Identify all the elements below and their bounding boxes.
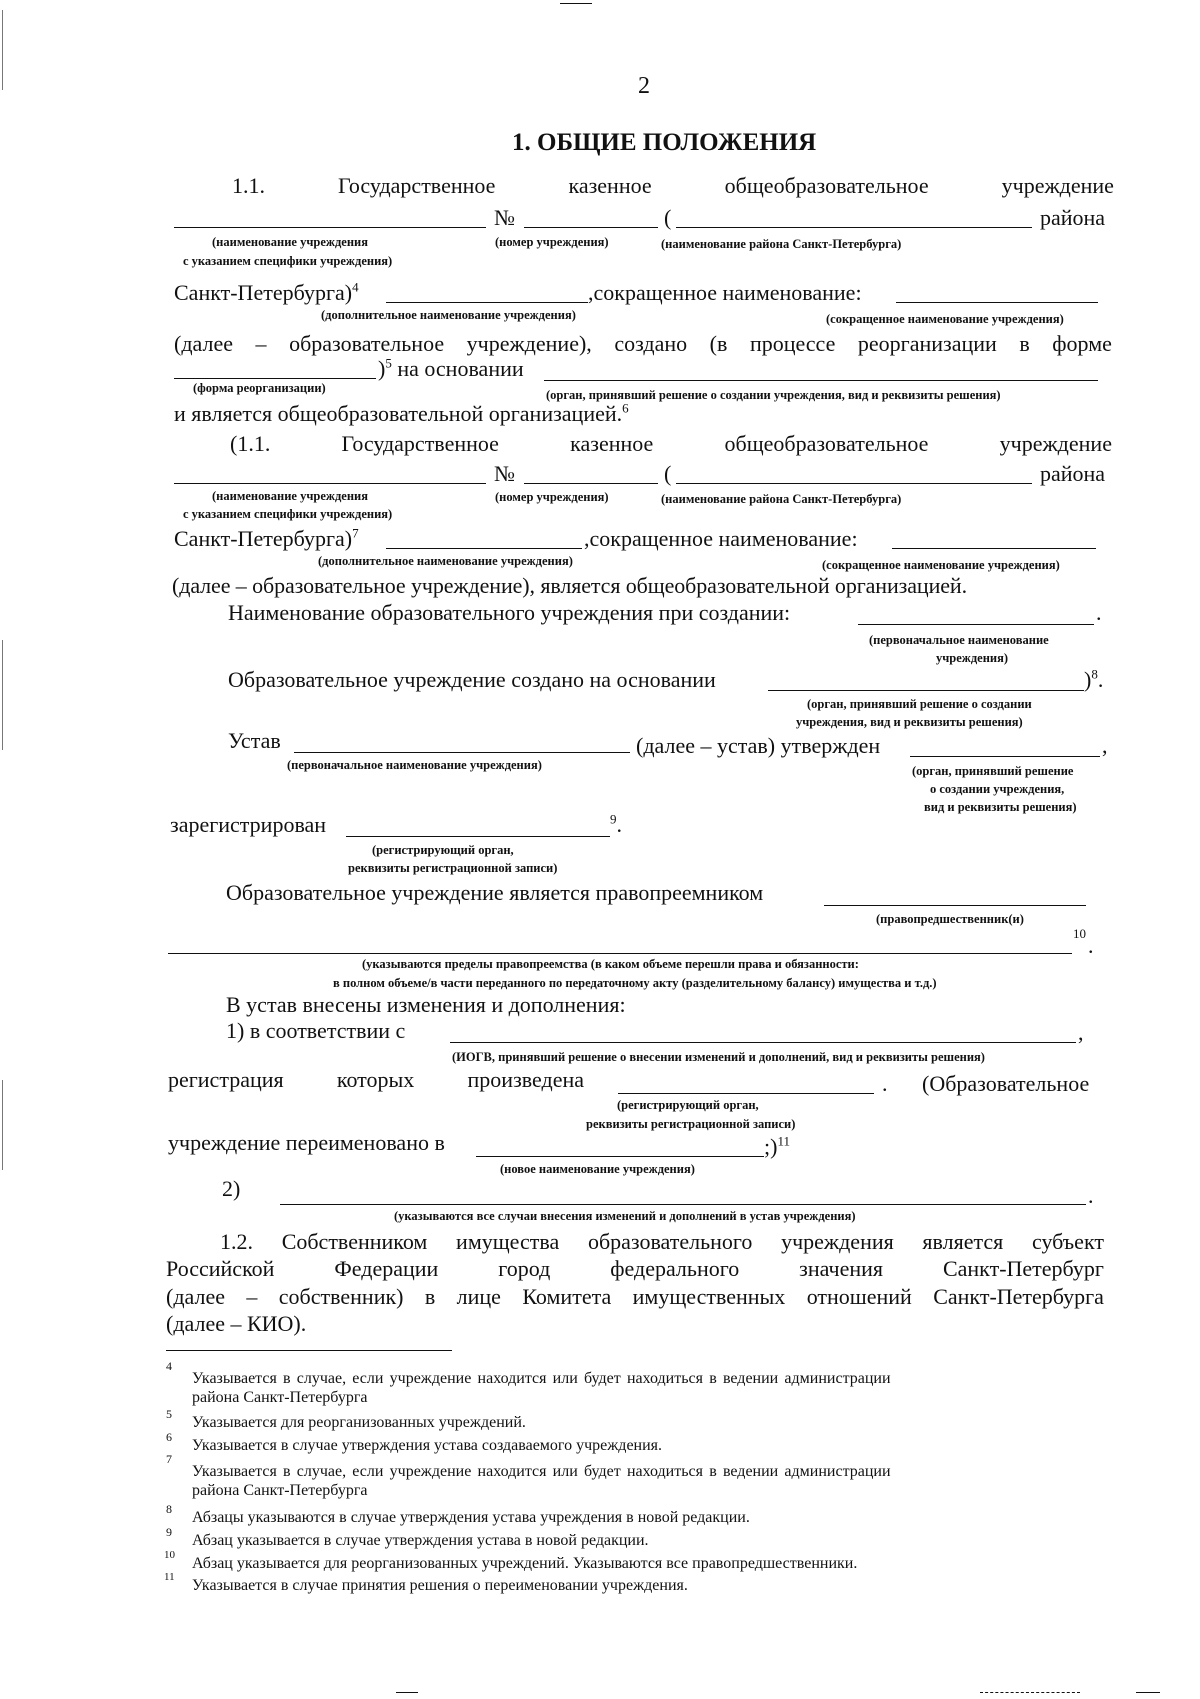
caption-initial-name: (первоначальное наименование (869, 633, 1049, 647)
p1b-row1 (230, 431, 1112, 457)
footnote-text: Указывается в случае принятия решения о переименовании учреждения. (192, 1577, 688, 1594)
caption-registered: (регистрирующий орган, (372, 843, 514, 857)
charter-middle: (далее – устав) утвержден (636, 733, 881, 758)
dot: . (616, 812, 622, 837)
scan-bottom-mark (1136, 1692, 1160, 1693)
spb-text: Санкт-Петербурга) (174, 280, 353, 305)
footnote-text: Абзацы указываются в случае утверждения устава учреждения в новой редакции. (192, 1509, 750, 1526)
footnote-ref: 8 (1091, 666, 1098, 682)
caption-institution-number: (номер учреждения) (495, 235, 609, 249)
reg-word: регистрация (168, 1067, 284, 1092)
p1-word: форме (1052, 331, 1112, 356)
p12-word: значения (799, 1256, 883, 1281)
on-basis-line (378, 356, 524, 382)
caption-short-name: (сокращенное наименование учреждения) (826, 312, 1064, 326)
p12-word: имущественных (632, 1284, 786, 1309)
p12-word: лице (456, 1284, 501, 1309)
caption-successor: (правопредшественник(и) (876, 912, 1024, 926)
p12-word: субъект (1031, 1229, 1104, 1254)
is-organization-text: и является общеобразовательной организацией. (174, 401, 623, 426)
footnote-number: 8 (166, 1502, 172, 1516)
p12-word: собственник) (278, 1284, 404, 1309)
p12-word: Собственником (281, 1229, 428, 1254)
blank-district-name (676, 483, 1032, 484)
registered-label: зарегистрирован (170, 812, 327, 837)
p1b-word: Государственное (341, 431, 499, 456)
is-organization-line (174, 401, 629, 427)
p1b-word: (1.1. (230, 431, 271, 456)
p12-word: Санкт-Петербург (942, 1256, 1104, 1281)
p12-word: Санкт-Петербурга (933, 1284, 1104, 1309)
caption-registered-2: реквизиты регистрационной записи) (348, 861, 558, 875)
caption-new-name: (новое наименование учреждения) (500, 1162, 695, 1176)
registered-end (610, 812, 622, 838)
initial-name-label: Наименование образовательного учреждения при создании: (228, 600, 791, 625)
blank-new-name (476, 1156, 764, 1157)
p12-word: в (424, 1284, 436, 1309)
number-sign: № (494, 205, 515, 230)
blank-all-amendments (280, 1204, 1086, 1205)
paren-close: ) (378, 356, 386, 381)
p12-word: Федерации (334, 1256, 439, 1281)
footnote-number: 6 (166, 1430, 172, 1444)
p12-line4: (далее – КИО). (166, 1311, 307, 1336)
footnote-ref: 5 (385, 355, 392, 371)
p1-word: создано (614, 331, 688, 356)
p12-line3 (166, 1284, 1104, 1310)
short-name-label: ,сокращенное наименование: (584, 526, 858, 551)
footnote-separator (166, 1350, 452, 1351)
initial-name-dot: . (1096, 600, 1102, 625)
caption-additional-name: (дополнительное наименование учреждения) (321, 308, 576, 322)
renamed-label: учреждение переименовано в (168, 1130, 445, 1155)
renamed-end (764, 1134, 790, 1160)
footnote-number: 5 (166, 1407, 172, 1421)
caption-charter-organ-3: вид и реквизиты решения) (924, 800, 1077, 814)
scan-top-mark (560, 3, 592, 4)
footnote-ref: 6 (622, 400, 629, 416)
reg-word: произведена (467, 1067, 584, 1092)
caption-institution-name: (наименование учреждения (212, 489, 368, 503)
p1-word: учреждение), (466, 331, 592, 356)
caption-district-name: (наименование района Санкт-Петербурга) (661, 492, 902, 506)
blank-created-basis (768, 690, 1084, 691)
footnote-ref: 4 (352, 279, 359, 295)
p1-word: (далее (174, 331, 233, 356)
district-word: района (1040, 205, 1106, 230)
blank-successor (824, 905, 1086, 906)
p12-word: федерального (610, 1256, 740, 1281)
number-sign: № (494, 461, 515, 486)
p1b-word: казенное (570, 431, 654, 456)
footnote-text: Абзац указывается для реорганизованных учреждений. Указываются все правопредшественники. (192, 1555, 858, 1572)
scan-edge-mark (2, 10, 3, 90)
p12-word: имущества (456, 1229, 560, 1254)
p1b-word: учреждение (999, 431, 1112, 456)
charter-comma: , (1102, 733, 1108, 758)
caption-created-basis-2: учреждения, вид и реквизиты решения) (796, 715, 1023, 729)
blank-institution-name (174, 227, 486, 228)
caption-institution-specifics: с указанием специфики учреждения) (183, 254, 393, 268)
p1-word: 1.1. (232, 173, 265, 198)
caption-registration-2: реквизиты регистрационной записи) (586, 1117, 796, 1131)
created-basis-label: Образовательное учреждение создано на основании (228, 667, 716, 692)
p12-word: Российской (166, 1256, 275, 1281)
p12-word: отношений (806, 1284, 912, 1309)
blank-registration (618, 1093, 874, 1094)
blank-additional-name (386, 302, 588, 303)
p12-word: Комитета (522, 1284, 612, 1309)
paren-open: ( (664, 205, 672, 230)
p1-row4 (174, 331, 1112, 357)
footnote-text: Указывается в случае утверждения устава создаваемого учреждения. (192, 1437, 663, 1454)
footnote-ref: 9 (610, 811, 617, 827)
footnote-text-2: района Санкт-Петербурга (192, 1389, 368, 1406)
caption-succession-limits: (указываются пределы правопреемства (в каком объеме перешли права и обязанности: (362, 957, 859, 971)
created-basis-end (1084, 667, 1103, 693)
footnote-text (192, 1369, 1104, 1388)
spb-line (174, 526, 359, 552)
p12-word: образовательного (587, 1229, 753, 1254)
p12-word: город (498, 1256, 551, 1281)
page-number: 2 (638, 73, 650, 99)
p1-row1 (232, 173, 1114, 199)
spb-text: Санкт-Петербурга) (174, 526, 353, 551)
p1-word: – (255, 331, 267, 356)
p12-word: учреждения (781, 1229, 894, 1254)
caption-short-name: (сокращенное наименование учреждения) (822, 558, 1060, 572)
amendment-item-1: 1) в соответствии с (226, 1018, 406, 1043)
caption-charter-organ: (орган, принявший решение (912, 764, 1074, 778)
blank-organ-decision (544, 380, 1098, 381)
p12-word: 1.2. (220, 1229, 253, 1254)
registration-row (168, 1067, 584, 1093)
p12-word: является (922, 1229, 1004, 1254)
blank-institution-number (524, 483, 658, 484)
blank-initial-name (858, 624, 1094, 625)
blank-registered (346, 836, 610, 837)
p1-word: образовательное (289, 331, 445, 356)
blank-charter-organ (910, 756, 1100, 757)
p1-word: Государственное (338, 173, 496, 198)
footnote-number: 11 (164, 1571, 175, 1583)
p1-word: процессе (749, 331, 836, 356)
paren-open: ( (664, 461, 672, 486)
blank-additional-name (386, 548, 582, 549)
registration-dot: . (882, 1071, 888, 1096)
p12-line2 (166, 1256, 1104, 1282)
further-text: (далее – образовательное учреждение), является общеобразовательной организацией. (172, 573, 967, 598)
caption-additional-name: (дополнительное наименование учреждения) (318, 554, 573, 568)
footnote-text-2: района Санкт-Петербурга (192, 1482, 368, 1499)
caption-institution-specifics: с указанием специфики учреждения) (183, 507, 393, 521)
p1-word: (в (709, 331, 728, 356)
p12-word: – (246, 1284, 258, 1309)
blank-charter-initial-name (294, 752, 630, 753)
p12-word: (далее (166, 1284, 225, 1309)
successor-footnote-ref: 10 (1073, 926, 1086, 941)
registration-tail: (Образовательное (922, 1071, 1090, 1096)
footnote-ref: 7 (352, 525, 359, 541)
footnote-text: Указывается для реорганизованных учреждений. (192, 1414, 526, 1431)
amendments-label: В устав внесены изменения и дополнения: (226, 992, 626, 1017)
reg-word: которых (336, 1067, 415, 1092)
dot: . (1097, 667, 1104, 692)
p1-word: казенное (568, 173, 652, 198)
footnote-number: 7 (166, 1452, 172, 1466)
scan-bottom-mark (396, 1692, 418, 1693)
short-name-label: ,сокращенное наименование: (588, 280, 862, 305)
district-word: района (1040, 461, 1106, 486)
caption-reorg-form: (форма реорганизации) (193, 381, 326, 395)
successor-dot: . (1088, 933, 1094, 958)
section-title: 1. ОБЩИЕ ПОЛОЖЕНИЯ (512, 129, 817, 156)
blank-institution-number (524, 227, 658, 228)
caption-initial-name-2: учреждения) (936, 651, 1009, 665)
footnote-text: Указывается в случае, если учреждение находится или будет находиться в ведении администрации (192, 1463, 891, 1480)
footnote-text: Абзац указывается в случае утверждения устава в новой редакции. (192, 1532, 649, 1549)
footnote-number: 9 (166, 1525, 172, 1539)
p1-word: реорганизации (857, 331, 997, 356)
paren-close: ) (1084, 667, 1092, 692)
blank-district-name (676, 227, 1032, 228)
footnote-ref: 11 (777, 1133, 790, 1149)
caption-charter-organ-2: о создании учреждения, (930, 782, 1065, 796)
amendment-item-2: 2) (222, 1176, 241, 1201)
caption-registration: (регистрирующий орган, (617, 1098, 759, 1112)
successor-label: Образовательное учреждение является правопреемником (226, 880, 764, 905)
semicolon-paren: ;) (764, 1134, 778, 1159)
charter-label: Устав (228, 728, 281, 753)
p1-word: общеобразовательное (724, 173, 929, 198)
caption-institution-name: (наименование учреждения (212, 235, 368, 249)
scan-edge-mark (2, 640, 3, 750)
caption-institution-number: (номер учреждения) (495, 490, 609, 504)
blank-reorg-form (174, 378, 376, 379)
p1b-word: общеобразовательное (724, 431, 929, 456)
caption-succession-limits-2: в полном объеме/в части переданного по передаточному акту (разделительному балансу) имущества и т.д.) (333, 976, 937, 990)
spb-line (174, 280, 359, 306)
p1-word: в (1019, 331, 1030, 356)
scan-edge-mark (2, 1080, 3, 1170)
caption-district-name: (наименование района Санкт-Петербурга) (661, 237, 902, 251)
footnote-line: Указывается в случае, если учреждение находится или будет находиться в ведении администрации (192, 1370, 891, 1387)
caption-organ-decision: (орган, принявший решение о создании учреждения, вид и реквизиты решения) (546, 388, 1001, 402)
p12-line1 (220, 1229, 1104, 1255)
amendment-comma: , (1078, 1020, 1084, 1045)
blank-succession-limits (168, 953, 1072, 954)
caption-charter-initial: (первоначальное наименование учреждения) (287, 758, 542, 772)
blank-institution-name (174, 483, 486, 484)
item2-dot: . (1088, 1183, 1094, 1208)
blank-short-name (892, 548, 1096, 549)
blank-iogv (450, 1042, 1076, 1043)
caption-created-basis: (орган, принявший решение о создании (807, 697, 1032, 711)
scan-bottom-mark (980, 1692, 1080, 1693)
on-basis-text: на основании (391, 356, 524, 381)
blank-short-name (896, 302, 1098, 303)
caption-all-amendments: (указываются все случаи внесения изменений и дополнений в устав учреждения) (394, 1209, 856, 1223)
footnote-number: 10 (164, 1549, 175, 1561)
footnote-number: 4 (166, 1359, 172, 1373)
caption-iogv: (ИОГВ, принявший решение о внесении изменений и дополнений, вид и реквизиты решения) (452, 1050, 985, 1064)
p1-word: учреждение (1001, 173, 1114, 198)
